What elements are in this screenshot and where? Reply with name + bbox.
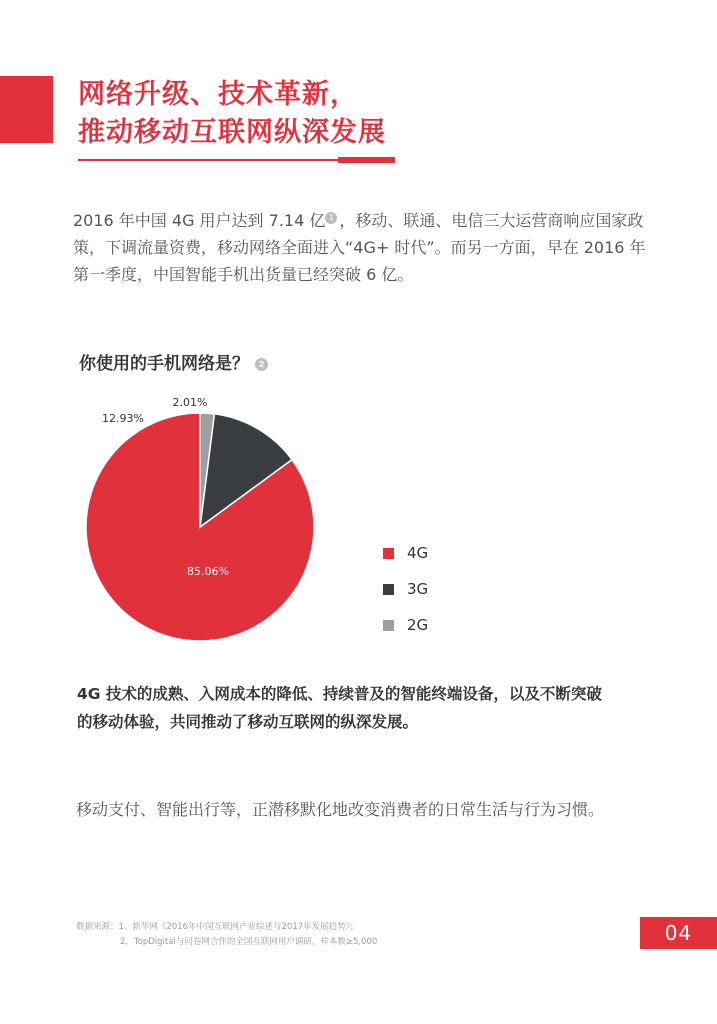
page-title — [78, 76, 386, 152]
legend-swatch-3g — [383, 584, 394, 595]
legend-item-2g — [383, 607, 428, 643]
pie-label-3g: 12.93% — [102, 412, 144, 425]
title-line-1: 网络升级、技术革新， — [78, 79, 358, 110]
highlight-line-2: 的移动体验，共同推动了移动互联网的纵深发展。 — [77, 713, 419, 731]
legend-item-3g — [383, 571, 428, 607]
intro-paragraph — [73, 207, 653, 288]
pie-chart — [60, 380, 340, 650]
highlight-line-1: 4G 技术的成熟、入网成本的降低、持续普及的智能终端设备，以及不断突破 — [77, 685, 602, 703]
chart-question-text: 你使用的手机网络是？ — [79, 354, 249, 374]
page-number: 04 — [640, 917, 717, 949]
highlight-paragraph — [77, 680, 657, 736]
legend-label-3g: 3G — [407, 580, 429, 598]
legend-label-2g: 2G — [407, 616, 429, 634]
footnote-marker-1: 1 — [325, 212, 337, 224]
title-line-2: 推动移动互联网纵深发展 — [78, 117, 386, 148]
legend-label-4g: 4G — [407, 544, 429, 562]
title-underline-accent — [338, 157, 395, 163]
pie-label-4g: 85.06% — [187, 565, 229, 578]
chart-legend — [383, 535, 428, 643]
intro-text-part1: 2016 年中国 4G 用户达到 7.14 亿 — [73, 211, 326, 230]
footnote-marker-2: 2 — [255, 358, 268, 371]
chart-question — [79, 349, 270, 374]
habit-paragraph: 移动支付、智能出行等，正潜移默化地改变消费者的日常生活与行为习惯。 — [76, 800, 605, 819]
header-red-block — [0, 76, 53, 143]
pie-label-2g: 2.01% — [172, 396, 208, 409]
data-sources — [76, 920, 377, 950]
legend-item-4g — [383, 535, 428, 571]
legend-swatch-2g — [383, 620, 394, 631]
intro-text-part2: ，移动、联通、电信三大运营商响应国家政策，下调流量资费，移动网络全面进入“4G+ 时代”。而另一方面，早在 2016 年第一季度，中国智能手机出货量已经突破 6 亿。 — [73, 211, 646, 284]
legend-swatch-4g — [383, 548, 394, 559]
source-line-2: 2、TopDigital与问卷网合作的全国互联网用户调研，样本数≥5,000 — [120, 937, 378, 947]
source-line-1: 数据来源：1、新华网《2016年中国互联网产业综述与2017年发展趋势》； — [76, 922, 359, 932]
